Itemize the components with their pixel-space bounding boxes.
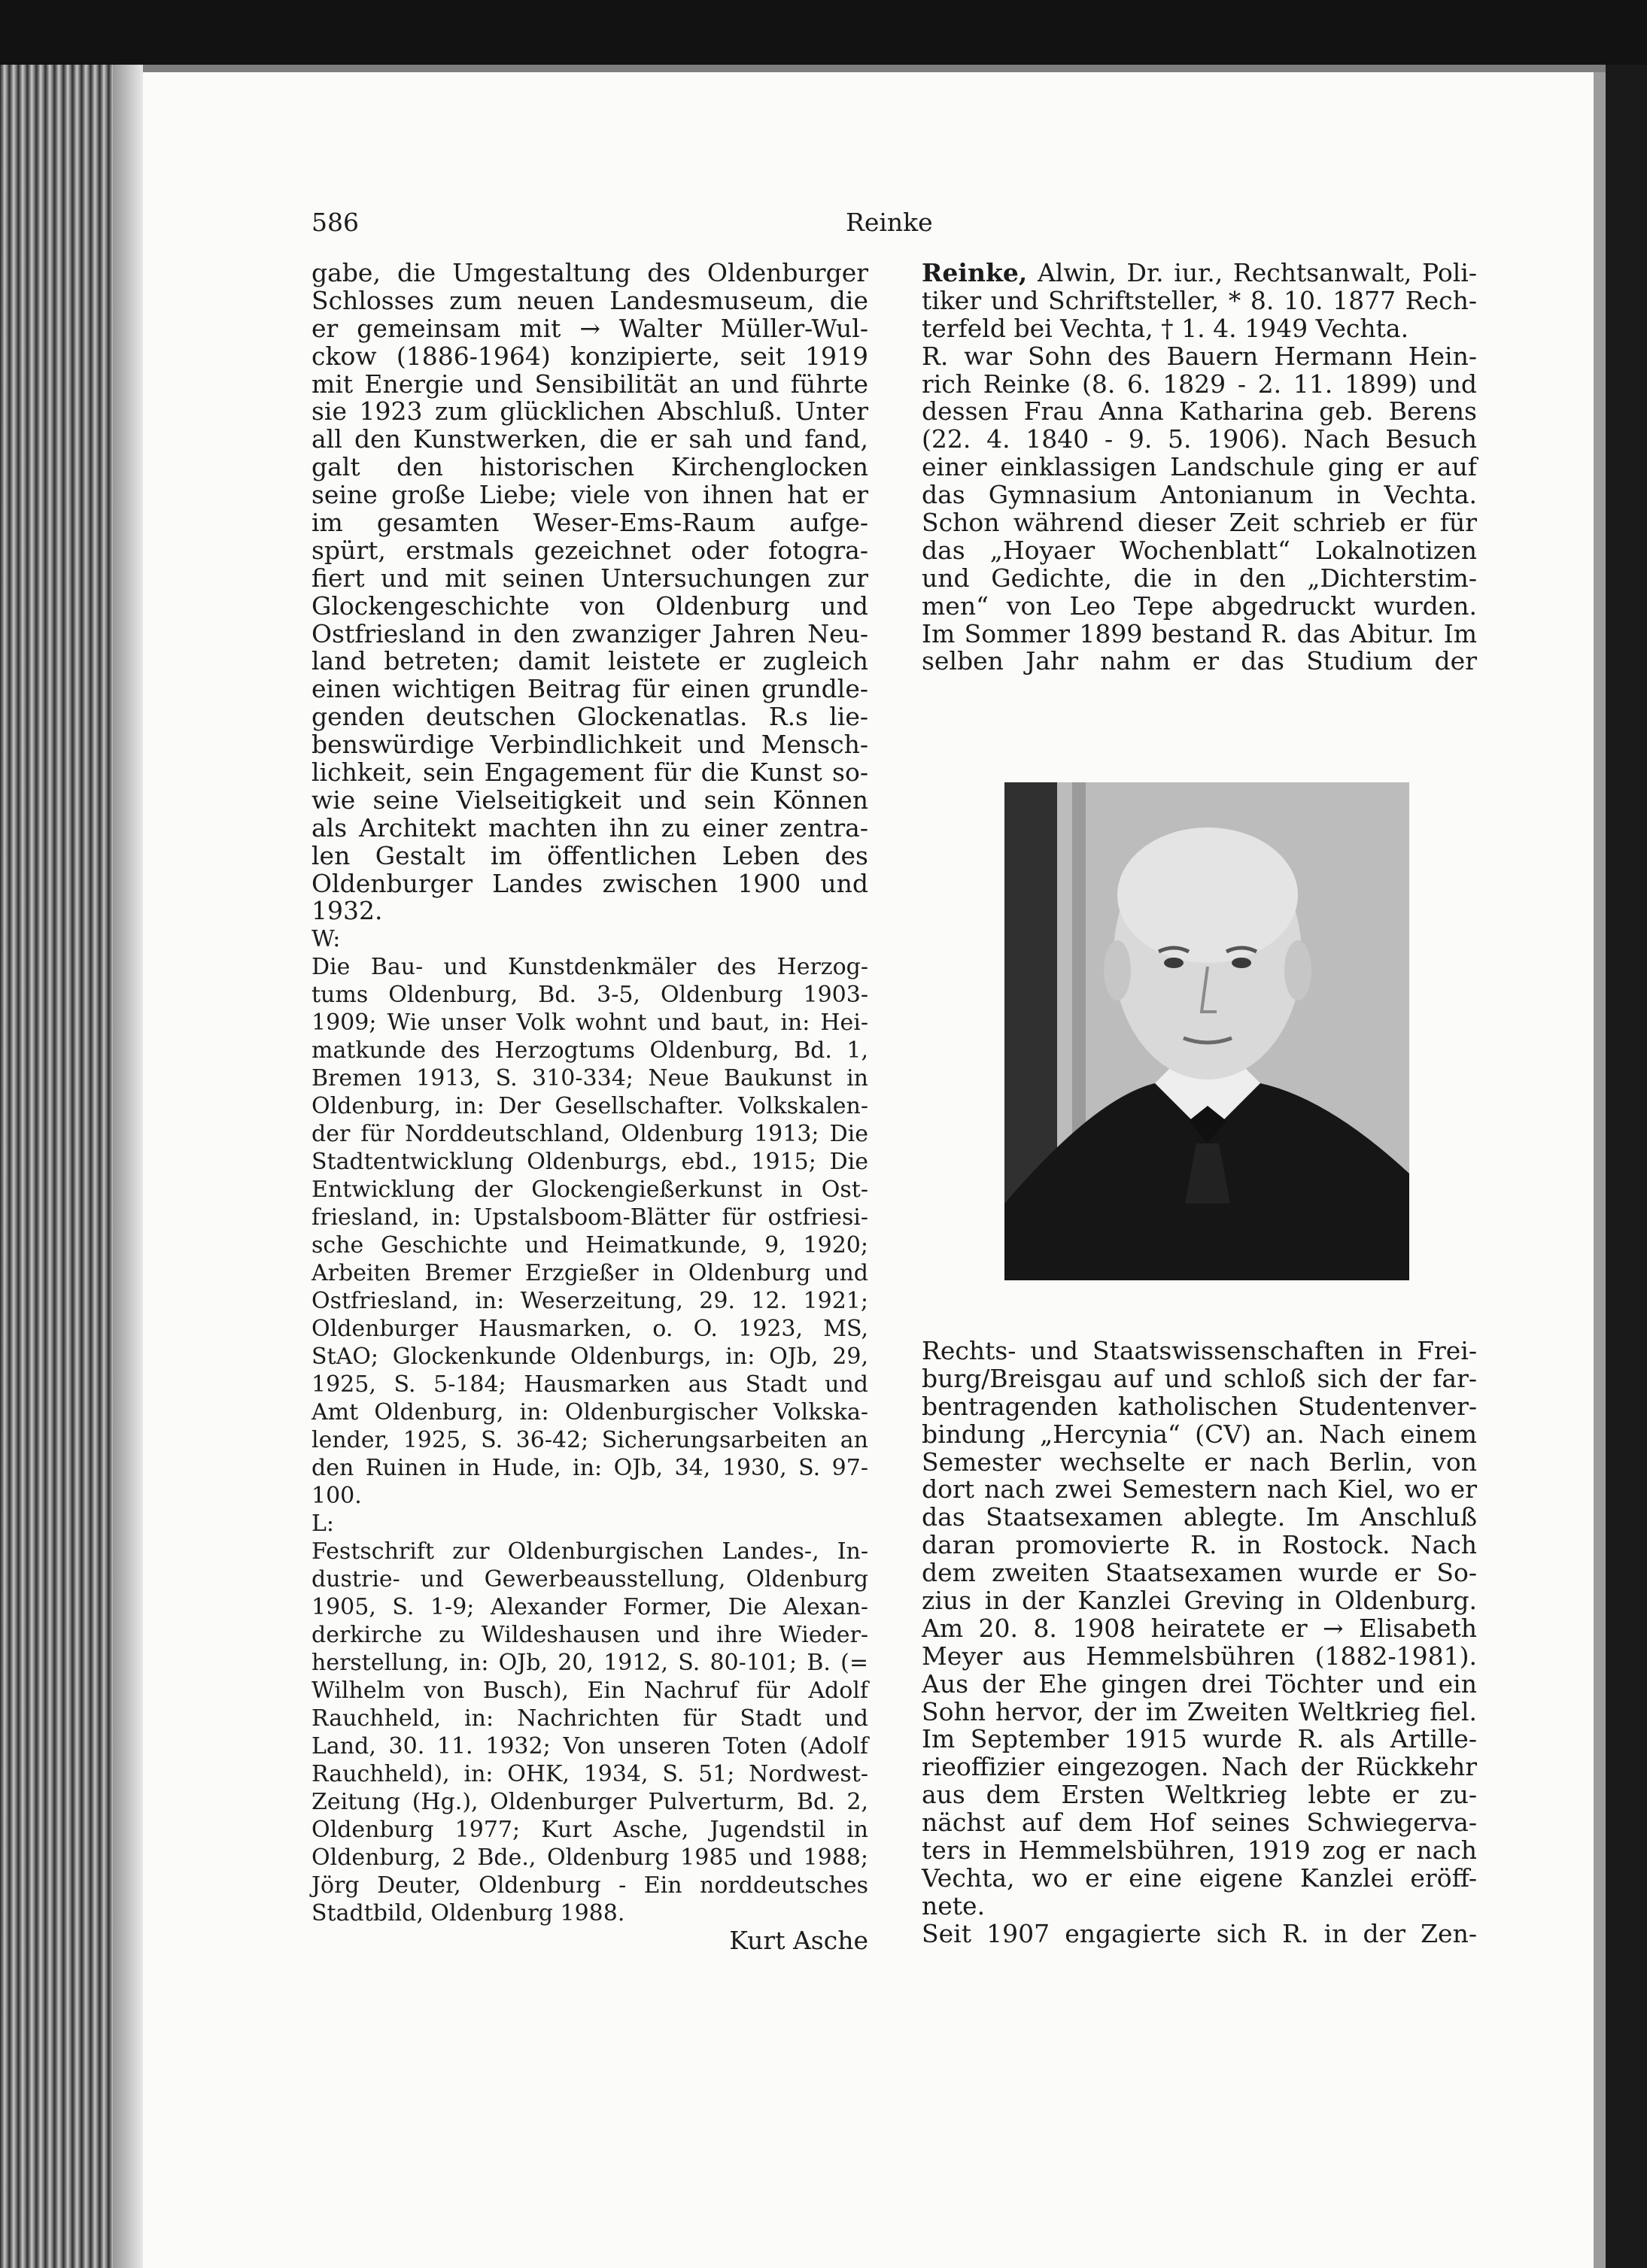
text-line: 1932. [311,896,383,926]
text-line: einer einklassigen Landschule ging er auf [922,452,1477,482]
works-line: lender, 1925, S. 36-42; Sicherungsarbeiten an [311,1427,868,1454]
text-line: genden deutschen Glockenatlas. R.s lie- [311,702,868,732]
text-line: Im Sommer 1899 bestand R. das Abitur. Im [922,618,1477,648]
text-line: galt den historischen Kirchenglocken [311,452,868,482]
literature-line: Zeitung (Hg.), Oldenburger Pulverturm, Bd. 2, [311,1789,868,1816]
works-line: Entwicklung der Glockengießerkunst in Ost- [311,1177,868,1204]
entry-name: Reinke, [922,258,1028,287]
works-line: friesland, in: Upstalsboom-Blätter für ostfriesi- [311,1204,868,1231]
text-line: seine große Liebe; viele von ihnen hat er [311,480,868,510]
literature-line: Oldenburg, 2 Bde., Oldenburg 1985 und 1988; [311,1844,868,1872]
text-line: das Gymnasium Antonianum in Vechta. [922,480,1477,510]
text-line: ckow (1886-1964) konzipierte, seit 1919 [311,341,868,371]
text-line: Vechta, wo er eine eigene Kanzlei eröff- [922,1863,1477,1893]
text-line: Im September 1915 wurde R. als Artille- [922,1724,1477,1754]
text-line: das „Hoyaer Wochenblatt“ Lokalnotizen [922,535,1477,565]
text-line: Semester wechselte er nach Berlin, von [922,1447,1477,1477]
works-line: Bremen 1913, S. 310-334; Neue Baukunst in [311,1065,868,1092]
left-column [311,260,868,1955]
text-line: men“ von Leo Tepe abgedruckt wurden. [922,591,1477,621]
text-line: aus dem Ersten Weltkrieg lebte er zu- [922,1780,1477,1810]
literature-line: Rauchheld, in: Nachrichten für Stadt und [311,1705,868,1732]
scanner-right-edge [1606,65,1647,2268]
text-line: bentragenden katholischen Studentenver- [922,1391,1477,1421]
literature-label: L: [311,1510,335,1538]
text-line: nächst auf dem Hof seines Schwiegerva- [922,1808,1477,1838]
text-line: nete. [922,1890,986,1920]
works-line: Ostfriesland, in: Weserzeitung, 29. 12. 1921; [311,1288,868,1315]
literature-line: Rauchheld), in: OHK, 1934, S. 51; Nordwest- [311,1761,868,1788]
text-line: Sohn hervor, der im Zweiten Weltkrieg fiel. [922,1696,1477,1726]
text-line: Glockengeschichte von Oldenburg und [311,591,868,621]
text-line: dort nach zwei Semestern nach Kiel, wo er [922,1474,1477,1504]
works-line: StAO; Glockenkunde Oldenburgs, in: OJb, 29, [311,1343,868,1371]
text-line: Am 20. 8. 1908 heiratete er → Elisabeth [922,1613,1477,1643]
text-line: dessen Frau Anna Katharina geb. Berens [922,396,1477,427]
right-column-top [922,260,1477,676]
works-line: der für Norddeutschland, Oldenburg 1913; Die [311,1121,868,1148]
text-line: Seit 1907 engagierte sich R. in der Zen- [922,1918,1477,1948]
gutter-shadow [113,65,143,2268]
text-line: lichkeit, sein Engagement für die Kunst so- [311,758,868,788]
literature-line: Land, 30. 11. 1932; Von unseren Toten (Adolf [311,1733,868,1760]
text-line: sie 1923 zum glücklichen Abschluß. Unter [311,396,868,427]
works-line: matkunde des Herzogtums Oldenburg, Bd. 1, [311,1037,868,1064]
entry-heading-line [922,260,1477,287]
text-line: rieoffizier eingezogen. Nach der Rückkehr [922,1752,1477,1782]
text-line: mit Energie und Sensibilität an und führte [311,369,868,399]
works-line: Oldenburg, in: Der Gesellschafter. Volkskalen- [311,1093,868,1120]
works-line: 1925, S. 5-184; Hausmarken aus Stadt und [311,1371,868,1398]
text-line: all den Kunstwerken, die er sah und fand, [311,424,868,454]
literature-line: Jörg Deuter, Oldenburg - Ein norddeutsches [311,1872,868,1899]
text-line: land betreten; damit leistete er zugleich [311,646,868,676]
literature-line: Oldenburg 1977; Kurt Asche, Jugendstil in [311,1817,868,1844]
works-line: 100. [311,1483,362,1510]
text-line: ters in Hemmelsbühren, 1919 zog er nach [922,1835,1477,1866]
literature-line: dustrie- und Gewerbeausstellung, Oldenburg [311,1566,868,1593]
entry-heading-rest: Alwin, Dr. iur., Rechtsanwalt, Poli- [1027,258,1477,287]
page-number: 586 [311,208,359,237]
literature-line: derkirche zu Wildeshausen und ihre Wieder- [311,1622,868,1649]
literature-line: Festschrift zur Oldenburgischen Landes-, In- [311,1538,868,1565]
text-line: terfeld bei Vechta, † 1. 4. 1949 Vechta. [922,313,1409,343]
page-right-shadow [1594,72,1606,2268]
author-signature: Kurt Asche [729,1926,868,1956]
works-line: tums Oldenburg, Bd. 3-5, Oldenburg 1903- [311,982,868,1009]
page-top-shadow [120,65,1647,72]
text-line: Oldenburger Landes zwischen 1900 und [311,868,868,898]
works-line: Die Bau- und Kunstdenkmäler des Herzog- [311,954,868,981]
text-line: wie seine Vielseitigkeit und sein Können [311,785,868,815]
text-line: er gemeinsam mit → Walter Müller-Wul- [311,313,868,343]
literature-line: herstellung, in: OJb, 20, 1912, S. 80-101; B. (= [311,1650,868,1677]
text-line: Rechts- und Staatswissenschaften in Frei- [922,1336,1477,1365]
text-line: als Architekt machten ihn zu einer zentra- [311,812,868,843]
text-line: burg/Breisgau auf und schloß sich der far- [922,1363,1477,1393]
text-line: Schon während dieser Zeit schrieb er für [922,508,1477,538]
text-line: R. war Sohn des Bauern Hermann Hein- [922,341,1477,371]
right-column-bottom [922,1337,1477,1948]
text-line: daran promovierte R. in Rostock. Nach [922,1530,1477,1560]
works-line: den Ruinen in Hude, in: OJb, 34, 1930, S. 97- [311,1455,868,1482]
scanner-top-edge [0,0,1647,65]
portrait-illustration [1004,782,1409,1280]
text-line: im gesamten Weser-Ems-Raum aufge- [311,508,868,538]
text-line: Ostfriesland in den zwanziger Jahren Neu- [311,618,868,648]
left-body-text [311,260,868,925]
text-line: bindung „Hercynia“ (CV) an. Nach einem [922,1419,1477,1449]
works-label: W: [311,926,341,953]
literature-line: Wilhelm von Busch), Ein Nachruf für Adolf [311,1677,868,1705]
text-line: len Gestalt im öffentlichen Leben des [311,840,868,870]
works-line: Oldenburger Hausmarken, o. O. 1923, MS, [311,1316,868,1343]
works-line: Stadtentwicklung Oldenburgs, ebd., 1915; Die [311,1149,868,1176]
text-line: das Staatsexamen ablegte. Im Anschluß [922,1502,1477,1532]
text-line: Schlosses zum neuen Landesmuseum, die [311,285,868,315]
literature-section [311,1510,868,1927]
portrait-photo [1004,782,1409,1280]
text-line: einen wichtigen Beitrag für einen grundle- [311,674,868,704]
text-line: Meyer aus Hemmelsbühren (1882-1981). [922,1641,1477,1671]
text-line: selben Jahr nahm er das Studium der [922,646,1477,676]
text-line: fiert und mit seinen Untersuchungen zur [311,563,868,593]
text-line: Aus der Ehe gingen drei Töchter und ein [922,1668,1477,1699]
text-line: spürt, erstmals gezeichnet oder fotogra- [311,535,868,565]
text-line: (22. 4. 1840 - 9. 5. 1906). Nach Besuch [922,424,1477,454]
text-line: zius in der Kanzlei Greving in Oldenburg. [922,1586,1477,1616]
literature-line: 1905, S. 1-9; Alexander Former, Die Alexan- [311,1594,868,1621]
works-line: 1909; Wie unser Volk wohnt und baut, in: Hei- [311,1010,868,1037]
works-line: Arbeiten Bremer Erzgießer in Oldenburg und [311,1260,868,1287]
works-line: Amt Oldenburg, in: Oldenburgischer Volkska- [311,1399,868,1426]
text-line: dem zweiten Staatsexamen wurde er So- [922,1558,1477,1588]
text-line: und Gedichte, die in den „Dichterstim- [922,563,1477,593]
text-line: tiker und Schriftsteller, * 8. 10. 1877 Rech- [922,285,1477,315]
literature-line: Stadtbild, Oldenburg 1988. [311,1900,625,1927]
works-section [311,925,868,1510]
text-line: benswürdige Verbindlichkeit und Mensch- [311,730,868,760]
running-head: Reinke [846,208,933,237]
text-line: gabe, die Umgestaltung des Oldenburger [311,258,868,287]
text-line: rich Reinke (8. 6. 1829 - 2. 11. 1899) und [922,369,1477,399]
works-line: sche Geschichte und Heimatkunde, 9, 1920; [311,1232,868,1259]
